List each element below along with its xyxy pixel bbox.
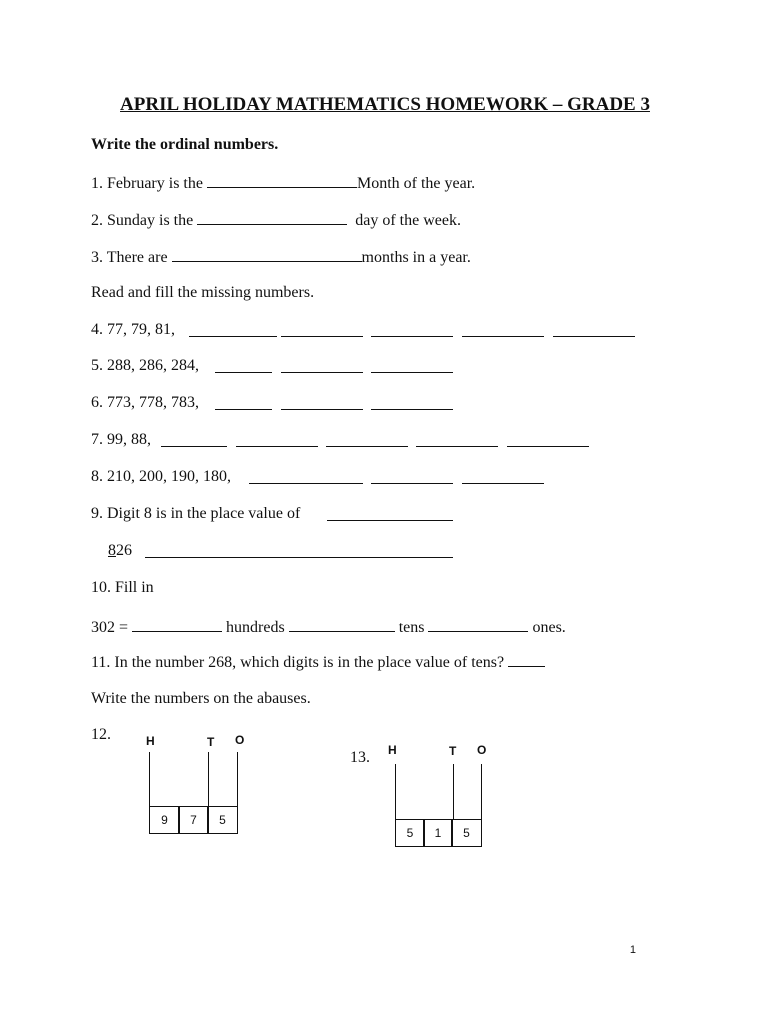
q2-text-post: day of the week.	[355, 212, 461, 229]
abacus-13-label-t: T	[449, 744, 457, 758]
abacus-12-digit-h[interactable]: 9	[149, 806, 180, 834]
question-4: 4. 77, 79, 81,	[91, 321, 175, 338]
abacus-12-rod-t	[208, 752, 209, 807]
q10-hundreds-blank[interactable]	[132, 617, 222, 632]
q5-blank-1[interactable]	[215, 358, 272, 373]
q4-blank-5[interactable]	[553, 322, 635, 337]
section-ordinal-heading: Write the ordinal numbers.	[91, 136, 279, 153]
abacus-13-rod-o	[481, 764, 482, 820]
q4-blank-2[interactable]	[281, 322, 363, 337]
q12-number: 12.	[91, 726, 111, 743]
question-5: 5. 288, 286, 284,	[91, 357, 199, 374]
abacus-12-label-t: T	[207, 735, 215, 749]
q4-blank-3[interactable]	[371, 322, 453, 337]
abacus-12-rod-o	[237, 752, 238, 807]
abacus-13-digit-t[interactable]: 1	[423, 819, 453, 847]
q7-blank-3[interactable]	[326, 432, 408, 447]
abacus-13-digit-h[interactable]: 5	[395, 819, 425, 847]
q3-text-post: months in a year.	[361, 249, 471, 266]
q7-blank-4[interactable]	[416, 432, 498, 447]
q1-answer-blank[interactable]	[207, 173, 357, 188]
q10-tens-label: tens	[398, 619, 425, 636]
question-2	[91, 210, 461, 230]
question-11	[91, 652, 545, 672]
q1-text-post: Month of the year.	[356, 175, 476, 192]
section-missing-heading: Read and fill the missing numbers.	[91, 284, 315, 301]
question-7: 7. 99, 88,	[91, 431, 151, 448]
q8-blank-3[interactable]	[462, 469, 544, 484]
question-9: 9. Digit 8 is in the place value of	[91, 505, 301, 522]
abacus-13-rod-h	[395, 764, 396, 820]
abacus-13-label-h: H	[388, 743, 397, 757]
q7-blank-1[interactable]	[161, 432, 227, 447]
abacus-12-label-h: H	[146, 734, 155, 748]
q11-text: 11. In the number 268, which digits is in the place value of tens?	[91, 654, 505, 671]
abacus-12-digit-o[interactable]: 5	[207, 806, 238, 834]
q11-blank[interactable]	[508, 652, 545, 667]
q9-number	[108, 542, 132, 560]
abacus-12-rod-h	[149, 752, 150, 807]
q5-blank-3[interactable]	[371, 358, 453, 373]
question-3	[91, 247, 471, 267]
question-10-heading: 10. Fill in	[91, 579, 154, 596]
question-1	[91, 173, 475, 193]
q10-tens-blank[interactable]	[289, 617, 395, 632]
q8-blank-2[interactable]	[371, 469, 453, 484]
q10-ones-blank[interactable]	[428, 617, 528, 632]
q5-blank-2[interactable]	[281, 358, 363, 373]
q7-blank-5[interactable]	[507, 432, 589, 447]
question-6: 6. 773, 778, 783,	[91, 394, 199, 411]
q2-answer-blank[interactable]	[197, 210, 347, 225]
q6-blank-2[interactable]	[281, 395, 363, 410]
abacus-13-rod-t	[453, 764, 454, 820]
q6-blank-1[interactable]	[215, 395, 272, 410]
q13-number: 13.	[350, 749, 370, 766]
q3-answer-blank[interactable]	[172, 247, 362, 262]
q9-underlined-digit: 8	[108, 542, 116, 559]
q4-blank-1[interactable]	[189, 322, 277, 337]
q9-number-rest: 26	[116, 542, 132, 559]
abacus-13-label-o: O	[477, 743, 487, 757]
q10-number: 302 =	[91, 619, 129, 636]
page-title: APRIL HOLIDAY MATHEMATICS HOMEWORK – GRADE 3	[120, 94, 650, 115]
abacus-12-label-o: O	[235, 733, 245, 747]
section-abacus-heading: Write the numbers on the abauses.	[91, 690, 311, 707]
q8-blank-1[interactable]	[249, 469, 363, 484]
abacus-12-digit-t[interactable]: 7	[178, 806, 209, 834]
abacus-13-digit-o[interactable]: 5	[451, 819, 482, 847]
q1-text-pre: 1. February is the	[91, 175, 207, 192]
q10-ones-label: ones.	[532, 619, 566, 636]
q9-blank-1[interactable]	[327, 506, 453, 521]
q9-blank-2[interactable]	[145, 543, 453, 558]
question-10	[91, 617, 566, 637]
question-8: 8. 210, 200, 190, 180,	[91, 468, 231, 485]
q6-blank-3[interactable]	[371, 395, 453, 410]
q2-text-pre: 2. Sunday is the	[91, 212, 198, 229]
q7-blank-2[interactable]	[236, 432, 318, 447]
q10-hundreds-label: hundreds	[226, 619, 285, 636]
q3-text-pre: 3. There are	[91, 249, 172, 266]
q4-blank-4[interactable]	[462, 322, 544, 337]
page-number: 1	[629, 944, 636, 956]
